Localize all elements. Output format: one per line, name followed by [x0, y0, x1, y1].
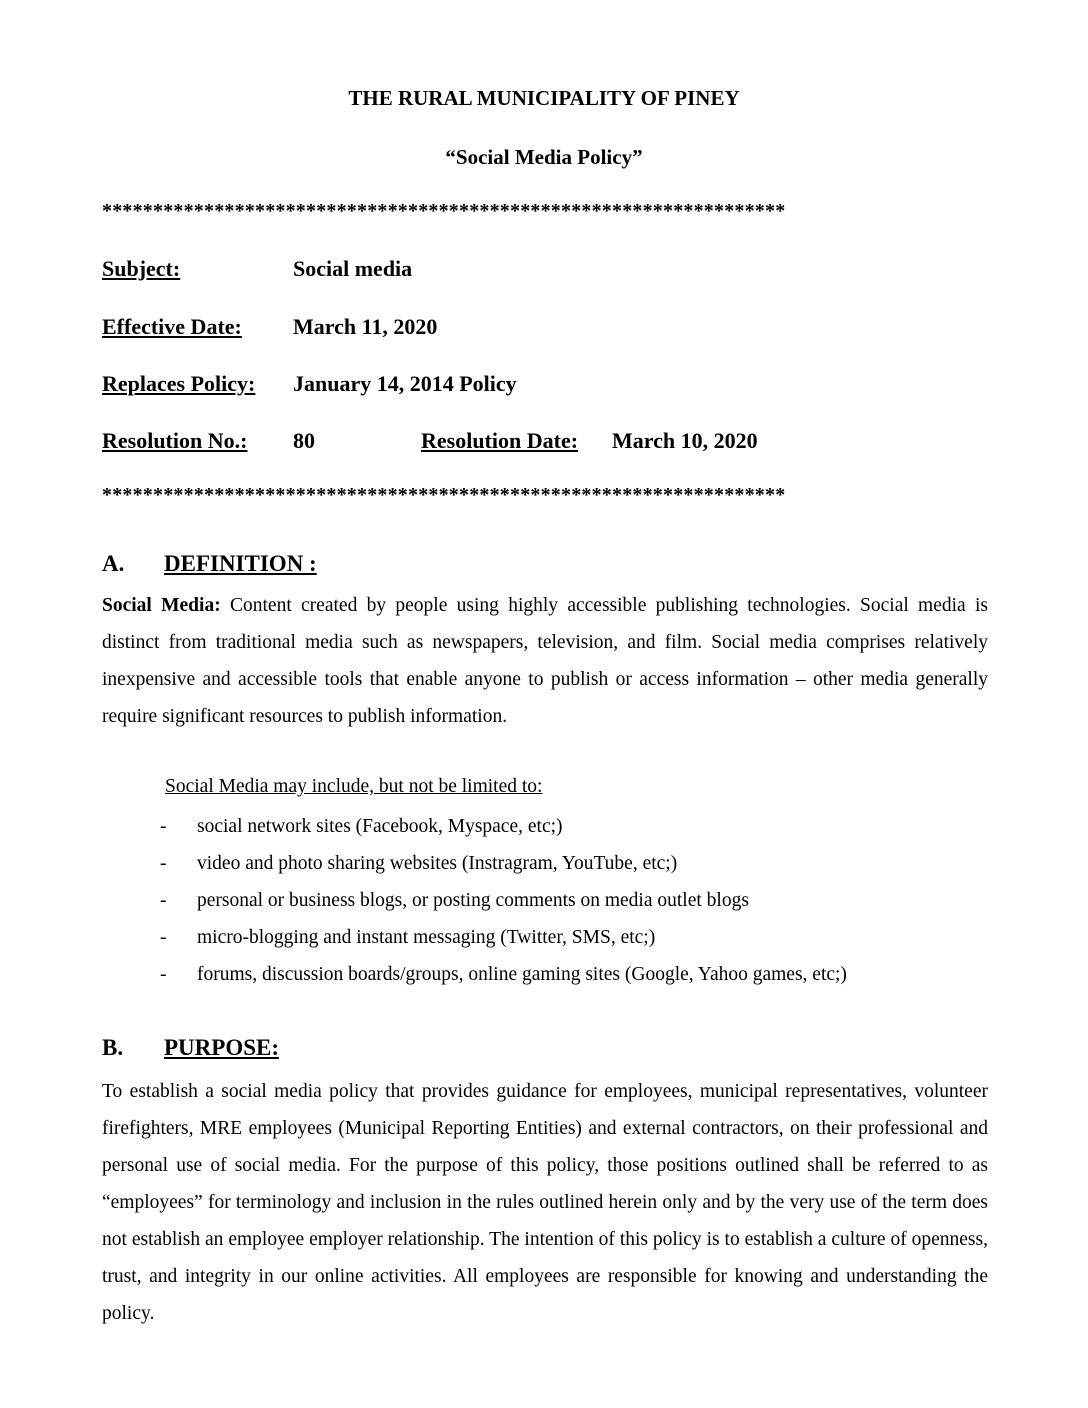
section-b-letter: B.: [102, 1035, 124, 1060]
list-item-text: forums, discussion boards/groups, online gaming sites (Google, Yahoo games, etc;): [197, 964, 847, 985]
list-dash: -: [160, 816, 167, 837]
list-item-text: micro-blogging and instant messaging (Twitter, SMS, etc;): [197, 927, 656, 948]
list-dash: -: [160, 890, 167, 911]
section-a-letter: A.: [102, 551, 125, 576]
list-dash: -: [160, 964, 167, 985]
resolution-no-label: Resolution No.:: [102, 428, 248, 453]
list-intro: Social Media may include, but not be limited to:: [165, 776, 543, 797]
separator-top: *******************************************************************: [102, 200, 786, 222]
effective-date-value: March 11, 2020: [293, 314, 438, 339]
list-item-text: social network sites (Facebook, Myspace, etc;): [197, 816, 563, 837]
list-dash: -: [160, 927, 167, 948]
section-a-heading: [102, 551, 317, 577]
section-b-heading: [102, 1035, 279, 1061]
replaces-policy-label: Replaces Policy:: [102, 371, 256, 396]
list-item: [160, 956, 847, 993]
resolution-date-label: Resolution Date:: [421, 428, 579, 453]
separator-bottom: *******************************************************************: [102, 484, 786, 506]
subject-value: Social media: [293, 256, 413, 281]
list-item-text: video and photo sharing websites (Instragram, YouTube, etc;): [197, 853, 678, 874]
subject-label: Subject:: [102, 256, 181, 281]
section-a-title: DEFINITION :: [164, 551, 317, 576]
list-item: [160, 882, 847, 919]
section-b-title: PURPOSE:: [164, 1035, 279, 1060]
list-item: [160, 808, 847, 845]
list-item: [160, 919, 847, 956]
social-media-list: [160, 808, 847, 993]
replaces-policy-value: January 14, 2014 Policy: [293, 371, 517, 396]
resolution-date-value: March 10, 2020: [612, 428, 758, 453]
organization-title: THE RURAL MUNICIPALITY OF PINEY: [348, 86, 740, 110]
definition-text: Content created by people using highly accessible publishing technologies. Social media is distinct from traditional media such as newspapers, television, and film. Social media comprises relatively inexpensive and accessible tools that enable anyone to publish or access information – other media generally require significant resources to publish information.: [102, 595, 988, 727]
definition-paragraph: [102, 587, 988, 735]
effective-date-label: Effective Date:: [102, 314, 242, 339]
list-dash: -: [160, 853, 167, 874]
list-item-text: personal or business blogs, or posting comments on media outlet blogs: [197, 890, 749, 911]
policy-title: “Social Media Policy”: [445, 145, 643, 169]
resolution-no-value: 80: [293, 428, 315, 453]
list-item: [160, 845, 847, 882]
definition-term: Social Media:: [102, 595, 221, 616]
purpose-paragraph: To establish a social media policy that provides guidance for employees, municipal representatives, volunteer firefighters, MRE employees (Municipal Reporting Entities) and external contractors, on their professional and personal use of social media. For the purpose of this policy, those positions outlined shall be referred to as “employees” for terminology and inclusion in the rules outlined herein only and by the very use of the term does not establish an employee employer relationship. The intention of this policy is to establish a culture of openness, trust, and integrity in our online activities. All employees are responsible for knowing and understanding the policy.: [102, 1081, 988, 1324]
